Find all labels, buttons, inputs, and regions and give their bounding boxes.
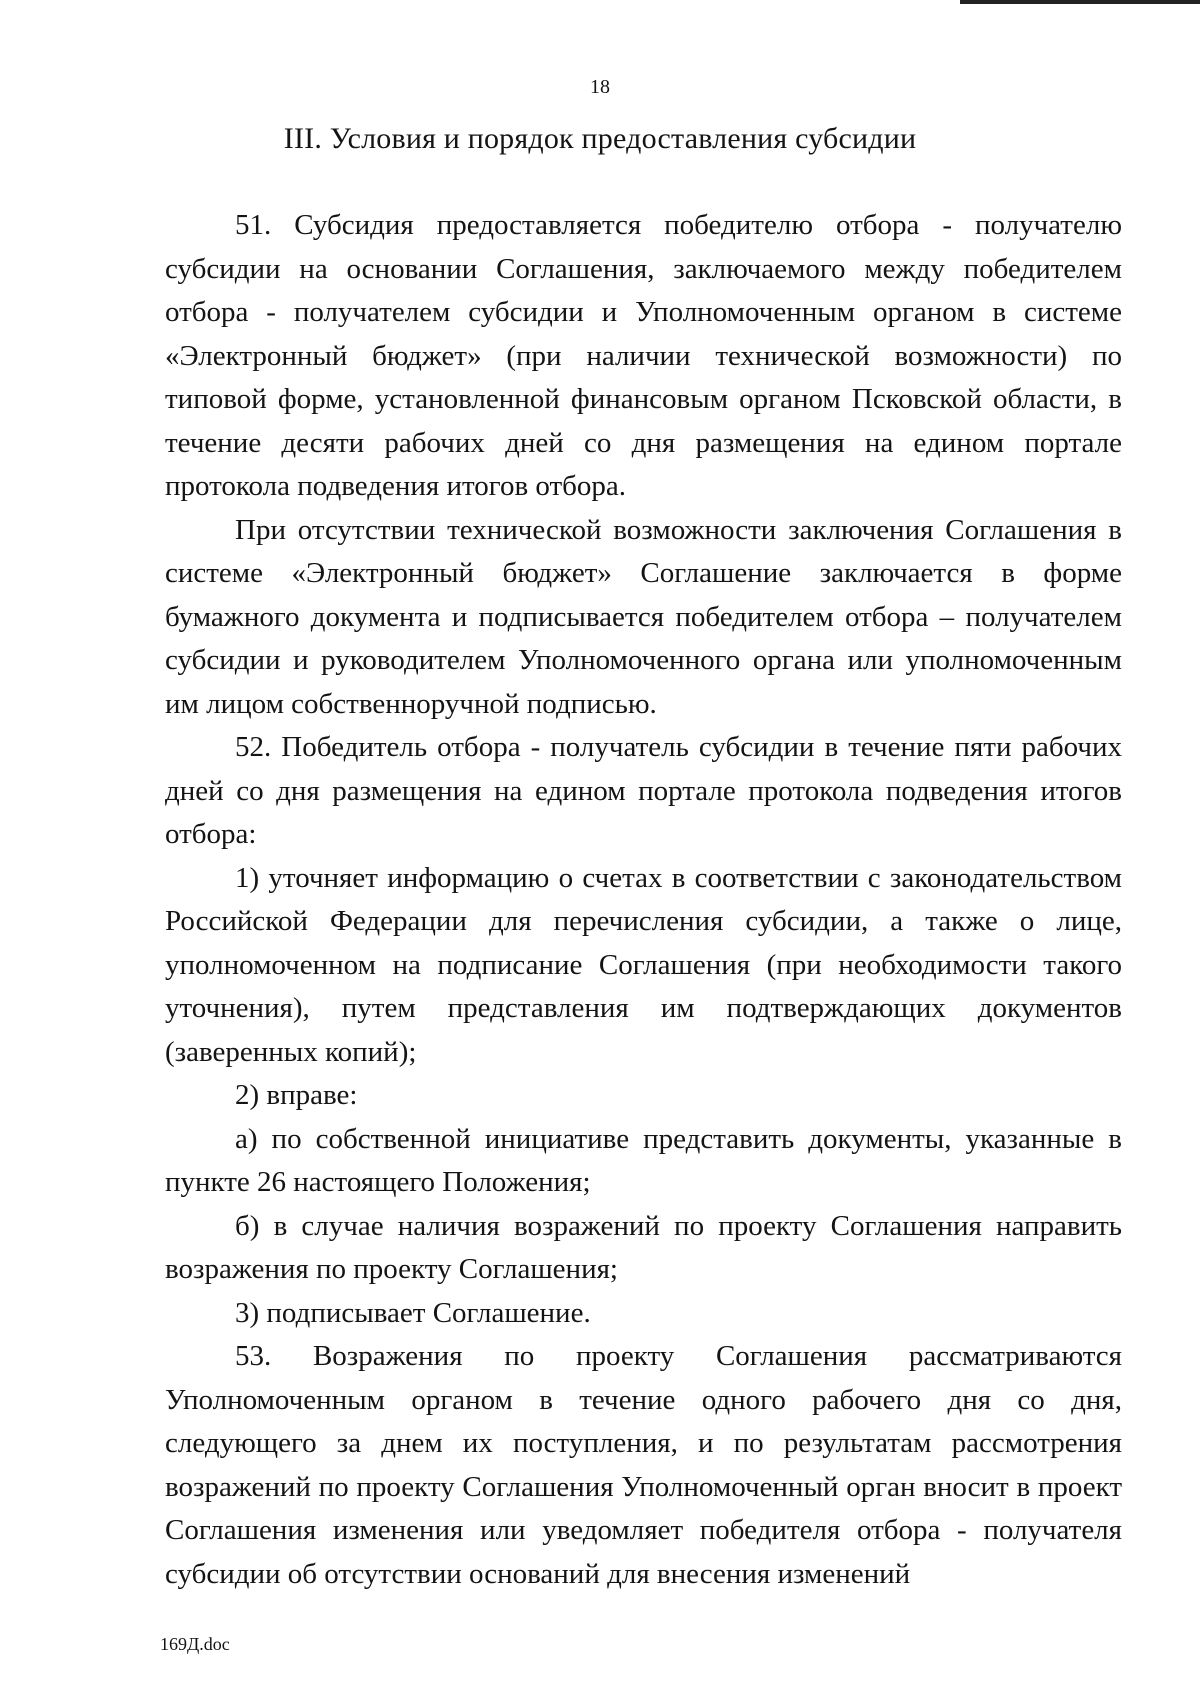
paragraph-52: 52. Победитель отбора - получатель субсидии в течение пяти рабочих дней со дня размещения на едином портале протокола подведения итогов отбора:	[165, 731, 1122, 850]
paragraph-52-item-2a: а) по собственной инициативе представить документы, указанные в пункте 26 настоящего Положения;	[165, 1122, 1122, 1198]
paragraph-52-item-3: 3) подписывает Соглашение.	[235, 1296, 591, 1329]
scan-top-border	[960, 0, 1200, 4]
paragraph-52-item-2b: б) в случае наличия возражений по проекту Соглашения направить возражения по проекту Соглашения;	[165, 1209, 1122, 1285]
paragraph-52-item-1: 1) уточняет информацию о счетах в соответствии с законодательством Российской Федерации для перечисления субсидии, а также о лице, уполномоченном на подписание Соглашения (при необходимости такого уточнения), путем представления им подтверждающих документов (заверенных копий);	[165, 861, 1122, 1068]
paragraph-52-item-2: 2) вправе:	[235, 1079, 358, 1111]
section-title: III. Условия и порядок предоставления субсидии	[283, 122, 917, 155]
document-body	[165, 204, 1122, 1596]
footer-filename: 169Д.doc	[160, 1634, 230, 1654]
page-number: 18	[590, 76, 610, 98]
paragraph-51-continued: При отсутствии технической возможности заключения Соглашения в системе «Электронный бюджет» Соглашение заключается в форме бумажного документа и подписывается победителем отбора – получателем субсидии и руководителем Уполномоченного органа или уполномоченным им лицом собственноручной подписью.	[165, 513, 1122, 720]
paragraph-51: 51. Субсидия предоставляется победителю отбора - получателю субсидии на основании Соглашения, заключаемого между победителем отбора - получателем субсидии и Уполномоченным органом в системе «Электронный бюджет» (при наличии технической возможности) по типовой форме, установленной финансовым органом Псковской области, в течение десяти рабочих дней со дня размещения на едином портале протокола подведения итогов отбора.	[165, 209, 1122, 502]
paragraph-53: 53. Возражения по проекту Соглашения рассматриваются Уполномоченным органом в течение одного рабочего дня со дня, следующего за днем их поступления, и по результатам рассмотрения возражений по проекту Соглашения Уполномоченный орган вносит в проект Соглашения изменения или уведомляет победителя отбора - получателя субсидии об отсутствии оснований для внесения изменений	[165, 1340, 1122, 1590]
